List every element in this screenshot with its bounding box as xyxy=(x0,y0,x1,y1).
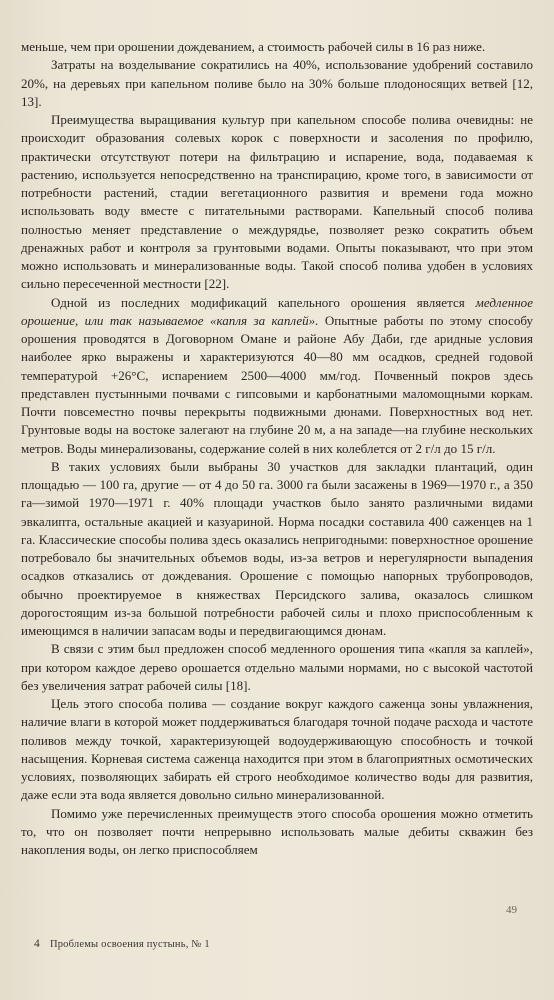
paragraph-text: Опытные работы по этому способу орошения проводятся в Договорном Омане и районе Абу Даби, где аридные условия наиболее ярко выражены и характеризуются 40—80 мм осадков, средней годовой температурой +26°С, испарением 2500—4000 мм/год. Почвенный покров здесь представлен пустынными почвами с гипсовыми и карбонатными маломощными коркам. Почти повсеместно почвы перекрыты подвижными дюнами. Поверхностных вод нет. Грунтовые воды на востоке залегают на глубине 20 м, а на западе—на глубине нескольких метров. Воды минерализованы, содержание солей в них колеблется от 2 г/л до 15 г/л. xyxy=(21,312,534,456)
signature-number: 4 xyxy=(34,938,40,950)
paragraph: Затраты на возделывание сократились на 40%, использование удобрений составило 20%, на деревьях при капельном поливе было на 30% больше плодоносящих ветвей [12, 13]. xyxy=(21,57,533,109)
journal-title: Проблемы освоения пустынь, № 1 xyxy=(49,939,210,950)
paragraph: Цель этого способа полива — создание вокруг каждого саженца зоны увлажнения, наличие влаги в которой может поддерживаться благодаря точной подаче расхода и частоте поливов между точкой, характеризующей водоудерживающую способность и точкой насыщения. Корневая система саженца находится при этом в благоприятных осмотических условиях, позволяющих забирать ей строго необходимое количество воды для развития, даже если эта вода является довольно сильно минерализованной. xyxy=(21,696,533,803)
paragraph xyxy=(21,294,533,458)
paragraph-text: Одной из последних модификаций капельного орошения является xyxy=(51,294,476,310)
paragraph: меньше, чем при орошении дождеванием, а стоимость рабочей силы в 16 раз ниже. xyxy=(21,39,486,54)
paragraph: Помимо уже перечисленных преимуществ этого способа орошения можно отметить то, что он позволяет почти непрерывно использовать малые дебиты скважин без накопления воды, он легко приспособляем xyxy=(21,805,533,857)
signature-footer xyxy=(34,938,210,950)
article-body xyxy=(21,38,533,859)
paragraph: В связи с этим был предложен способ медленного орошения типа «капля за каплей», при котором каждое дерево орошается отдельно малыми нормами, но с высокой частотой без увеличения затрат рабочей силы [18]. xyxy=(21,641,533,693)
paragraph: В таких условиях были выбраны 30 участков для закладки плантаций, один площадью — 100 га, другие — от 4 до 50 га. 3000 га были засажены в 1969—1970 г., а 350 га—зимой 1970—1971 г. 40% площади участков было занято различными видами эвкалипта, остальные акацией и казуариной. Норма посадки составила 400 саженцев на 1 га. Классические способы полива здесь оказались непригодными: поверхностное орошение потребовало бы значительных объемов воды, из-за ветров и нерегулярности выпадения осадков отказались от дождевания. Орошение с помощью напорных трубопроводов, обычно проектируемое в княжествах Персидского залива, оказалось слишком дорогостоящим из-за большой потребности рабочей силы и плохо приспособленным к имеющимся в наличии запасам воды и передвигающимся дюнам. xyxy=(21,458,533,638)
page-number: 49 xyxy=(506,904,517,916)
italic-term: медленное орошение, или так называемое «капля за каплей». xyxy=(21,294,533,328)
paragraph: Преимущества выращивания культур при капельном способе полива очевидны: не происходит образования солевых корок с поверхности и засоления по профилю, практически отсутствуют потери на фильтрацию и испарение, вода, подаваемая к растению, используется непосредственно на транспирацию, кроме того, в зависимости от потребности растений, стадии вегетационного развития и времени года можно использовать воду вместе с питательными растворами. Капельный способ полива полностью меняет представление о междурядье, позволяет резко сократить объем дренажных работ и контроля за грунтовыми водами. Опыты показывают, что при этом можно использовать и минерализованные воды. Такой способ полива удобен в условиях сильно пересеченной местности [22]. xyxy=(21,112,533,292)
